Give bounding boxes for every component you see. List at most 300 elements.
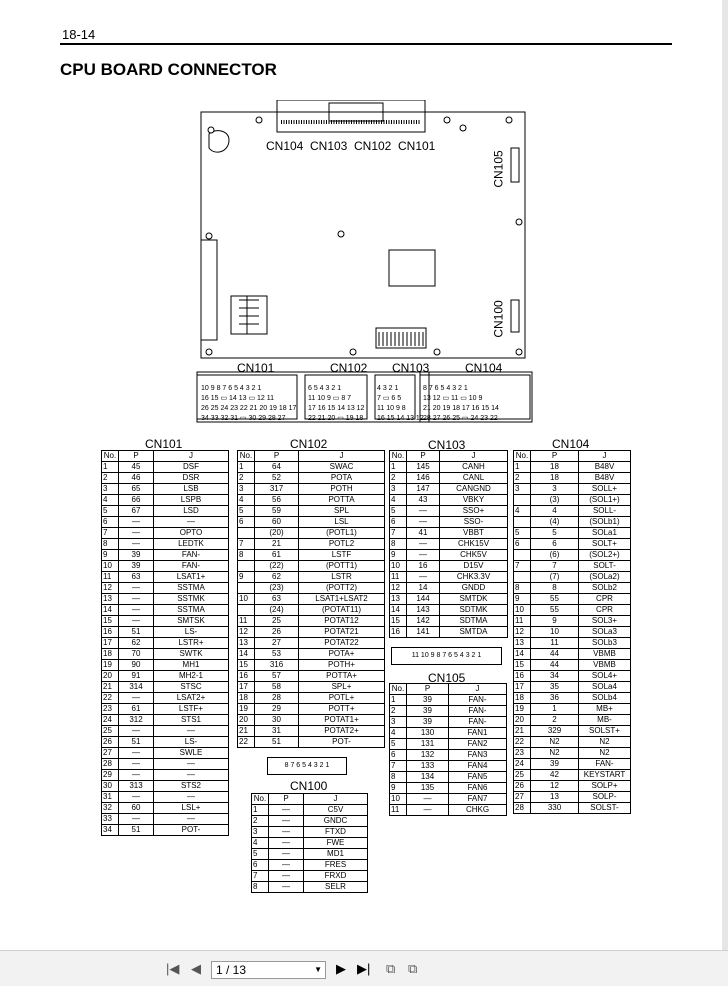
svg-text:22 21 20 ▭ 19 18: 22 21 20 ▭ 19 18 xyxy=(308,415,364,422)
pin-p: 57 xyxy=(255,671,299,682)
pin-number: 20 xyxy=(102,671,119,682)
pin-number: 4 xyxy=(102,495,119,506)
column-header: J xyxy=(449,684,507,695)
pin-j: FWE xyxy=(304,838,368,849)
table-row xyxy=(238,627,385,638)
pin-j: LSL xyxy=(299,517,385,528)
pin-p: 9 xyxy=(531,616,579,627)
pin-p: — xyxy=(407,517,440,528)
pin-p: 6 xyxy=(531,539,579,550)
svg-text:13 12 ▭ 11 ▭ 10 9: 13 12 ▭ 11 ▭ 10 9 xyxy=(423,395,483,402)
table-row xyxy=(514,781,631,792)
pin-j: FAN4 xyxy=(449,761,507,772)
page-number: 18-14 xyxy=(62,27,96,42)
column-header: P xyxy=(407,684,449,695)
pin-p: — xyxy=(119,759,154,770)
pin-number: 15 xyxy=(102,616,119,627)
pin-p: 147 xyxy=(407,484,440,495)
pin-j: (SOLa2) xyxy=(579,572,631,583)
table-row xyxy=(238,473,385,484)
pin-p: 44 xyxy=(531,649,579,660)
pin-number: 3 xyxy=(514,484,531,495)
table-row xyxy=(238,704,385,715)
table-row xyxy=(238,649,385,660)
pin-j: FAN6 xyxy=(449,783,507,794)
pin-number: 30 xyxy=(102,781,119,792)
table-row xyxy=(390,616,508,627)
table-row xyxy=(102,715,229,726)
pin-j: VBMB xyxy=(579,649,631,660)
table-row xyxy=(102,682,229,693)
table-row xyxy=(102,704,229,715)
column-header: J xyxy=(440,451,508,462)
table-row xyxy=(390,550,508,561)
pin-p: — xyxy=(269,805,304,816)
pin-number: 2 xyxy=(390,473,407,484)
table-row xyxy=(390,539,508,550)
pin-p: 67 xyxy=(119,506,154,517)
table-row xyxy=(238,616,385,627)
svg-text:8 7 6 5 4 3 2 1: 8 7 6 5 4 3 2 1 xyxy=(423,385,468,392)
pin-number: 1 xyxy=(252,805,269,816)
table-row xyxy=(252,860,368,871)
table-row xyxy=(390,772,507,783)
pin-p: — xyxy=(119,539,154,550)
pin-p: 66 xyxy=(119,495,154,506)
last-page-icon[interactable]: ▶| xyxy=(357,961,371,976)
pin-p: 52 xyxy=(255,473,299,484)
pin-j: VBMB xyxy=(579,660,631,671)
pin-j: SDTMA xyxy=(440,616,508,627)
table-row xyxy=(102,759,229,770)
pin-number: 11 xyxy=(514,616,531,627)
table-row xyxy=(514,649,631,660)
pin-j: SWAC xyxy=(299,462,385,473)
board-component xyxy=(231,296,267,334)
pin-p: 12 xyxy=(531,781,579,792)
chevron-down-icon: ▼ xyxy=(314,965,322,974)
cn100-connector xyxy=(511,300,519,332)
pin-p: — xyxy=(119,693,154,704)
pin-p: 36 xyxy=(531,693,579,704)
table-header-row xyxy=(514,451,631,462)
pin-number xyxy=(238,605,255,616)
table-row xyxy=(102,462,229,473)
pin-j: POTH+ xyxy=(299,660,385,671)
pin-p: 21 xyxy=(255,539,299,550)
pin-p: 18 xyxy=(531,473,579,484)
pin-p: 70 xyxy=(119,649,154,660)
two-page-view-icon[interactable]: ⧉ xyxy=(408,961,418,976)
table-row xyxy=(238,671,385,682)
pin-p: 27 xyxy=(255,638,299,649)
table-row xyxy=(514,770,631,781)
pin-j: SSTMA xyxy=(154,605,229,616)
pin-j: FAN- xyxy=(449,695,507,706)
vertical-scrollbar[interactable] xyxy=(722,0,728,950)
pin-j: LEDTK xyxy=(154,539,229,550)
pin-j: SOL3+ xyxy=(579,616,631,627)
pin-number: 17 xyxy=(102,638,119,649)
pin-number: 19 xyxy=(238,704,255,715)
pin-j: POTTA+ xyxy=(299,671,385,682)
column-header: P xyxy=(269,794,304,805)
table-row xyxy=(514,517,631,528)
pin-p: 60 xyxy=(255,517,299,528)
pin-number: 16 xyxy=(514,671,531,682)
pin-j: SOLT- xyxy=(579,561,631,572)
pin-number: 22 xyxy=(238,737,255,748)
table-row xyxy=(102,484,229,495)
pin-p: 330 xyxy=(531,803,579,814)
svg-text:17 16 15 14 13 12: 17 16 15 14 13 12 xyxy=(308,405,365,412)
table-row xyxy=(390,583,508,594)
table-row xyxy=(514,594,631,605)
table-row xyxy=(514,803,631,814)
pin-j: POTL+ xyxy=(299,693,385,704)
table-row xyxy=(102,781,229,792)
pin-number: 8 xyxy=(238,550,255,561)
pin-j: FAN7 xyxy=(449,794,507,805)
svg-text:28 27 26 25 ▭ 24 23 22: 28 27 26 25 ▭ 24 23 22 xyxy=(423,415,498,422)
cn101-pin-table xyxy=(101,450,229,836)
pin-p: 7 xyxy=(531,561,579,572)
pin-j: SSTMK xyxy=(154,594,229,605)
pin-number: 13 xyxy=(390,594,407,605)
pin-number: 34 xyxy=(102,825,119,836)
pin-j: SMTSK xyxy=(154,616,229,627)
table-row xyxy=(390,739,507,750)
pin-j: — xyxy=(154,726,229,737)
table-row xyxy=(390,717,507,728)
pin-j: SOLST- xyxy=(579,803,631,814)
pin-p: — xyxy=(119,814,154,825)
table-row xyxy=(514,583,631,594)
pin-j: (POTL1) xyxy=(299,528,385,539)
pin-p: 41 xyxy=(407,528,440,539)
pin-p: 316 xyxy=(255,660,299,671)
pin-number: 27 xyxy=(102,748,119,759)
table-row xyxy=(514,484,631,495)
table-row xyxy=(238,737,385,748)
pin-j: CANL xyxy=(440,473,508,484)
pin-number: 1 xyxy=(390,462,407,473)
pin-number: 2 xyxy=(238,473,255,484)
table-row xyxy=(252,816,368,827)
pin-number: 6 xyxy=(390,750,407,761)
table-row xyxy=(102,638,229,649)
svg-text:11 10 9 8: 11 10 9 8 xyxy=(377,405,406,412)
pin-j: LSTF xyxy=(299,550,385,561)
pin-number: 5 xyxy=(390,739,407,750)
table-row xyxy=(514,605,631,616)
strip-label-cn102: CN102 xyxy=(330,361,368,375)
table-row xyxy=(238,484,385,495)
pin-j: LS- xyxy=(154,627,229,638)
pin-number: 23 xyxy=(102,704,119,715)
table-row xyxy=(238,462,385,473)
pin-j: FAN- xyxy=(154,550,229,561)
pin-number: 9 xyxy=(514,594,531,605)
pin-j: SOLP- xyxy=(579,792,631,803)
pin-j: SOLb4 xyxy=(579,693,631,704)
pin-number xyxy=(238,561,255,572)
pin-p: — xyxy=(119,583,154,594)
pin-p: — xyxy=(269,871,304,882)
pin-j: FAN2 xyxy=(449,739,507,750)
pin-j: — xyxy=(154,814,229,825)
pin-p: 39 xyxy=(407,695,449,706)
table-row xyxy=(238,583,385,594)
pin-j: VBKY xyxy=(440,495,508,506)
table-row xyxy=(102,561,229,572)
table-row xyxy=(238,693,385,704)
table-row xyxy=(390,517,508,528)
pin-j: POTT+ xyxy=(299,704,385,715)
board-label-cn101: CN101 xyxy=(398,139,436,153)
page-selector[interactable] xyxy=(211,961,326,979)
prev-page-icon[interactable]: ◀ xyxy=(191,961,201,976)
first-page-icon[interactable]: |◀ xyxy=(166,961,180,976)
pin-p: — xyxy=(119,726,154,737)
table-row xyxy=(390,627,508,638)
pin-p: 130 xyxy=(407,728,449,739)
column-header: J xyxy=(579,451,631,462)
pin-number xyxy=(514,550,531,561)
pin-p: 146 xyxy=(407,473,440,484)
pin-j: SPL+ xyxy=(299,682,385,693)
table-row xyxy=(514,693,631,704)
pin-j: (SOLb1) xyxy=(579,517,631,528)
table-row xyxy=(514,715,631,726)
pin-number: 8 xyxy=(252,882,269,893)
pin-number: 7 xyxy=(390,528,407,539)
pin-number: 10 xyxy=(514,605,531,616)
pin-number: 11 xyxy=(102,572,119,583)
pin-j: FRES xyxy=(304,860,368,871)
pin-p: 29 xyxy=(255,704,299,715)
table-row xyxy=(390,695,507,706)
svg-text:11 10 9 ▭ 8 7: 11 10 9 ▭ 8 7 xyxy=(308,395,352,402)
pin-j: GNDC xyxy=(304,816,368,827)
table-row xyxy=(102,748,229,759)
pin-p: — xyxy=(407,572,440,583)
pin-p: (7) xyxy=(531,572,579,583)
pin-p: 142 xyxy=(407,616,440,627)
pin-number: 32 xyxy=(102,803,119,814)
pin-number: 3 xyxy=(102,484,119,495)
table-row xyxy=(238,528,385,539)
pin-j: POTAT21 xyxy=(299,627,385,638)
svg-text:7 ▭ 6 5: 7 ▭ 6 5 xyxy=(377,395,402,402)
table-row xyxy=(102,539,229,550)
pin-number: 8 xyxy=(102,539,119,550)
pin-p: 317 xyxy=(255,484,299,495)
pin-number: 7 xyxy=(390,761,407,772)
table-row xyxy=(514,506,631,517)
pin-j: (POTT2) xyxy=(299,583,385,594)
pin-number: 28 xyxy=(514,803,531,814)
pin-p: 314 xyxy=(119,682,154,693)
pin-j: POT- xyxy=(299,737,385,748)
table-row xyxy=(102,594,229,605)
table-row xyxy=(238,715,385,726)
pin-number: 9 xyxy=(390,783,407,794)
pin-j: SPL xyxy=(299,506,385,517)
pin-j: LSB xyxy=(154,484,229,495)
table-row xyxy=(390,706,507,717)
column-header: J xyxy=(154,451,229,462)
pin-p: 91 xyxy=(119,671,154,682)
column-header: No. xyxy=(514,451,531,462)
table-row xyxy=(102,660,229,671)
pin-j: — xyxy=(154,770,229,781)
pin-number: 1 xyxy=(514,462,531,473)
pin-p: 131 xyxy=(407,739,449,750)
svg-text:16 15 14 13 12: 16 15 14 13 12 xyxy=(377,415,424,422)
table-row xyxy=(102,517,229,528)
column-header: P xyxy=(255,451,299,462)
pin-number: 29 xyxy=(102,770,119,781)
pin-number: 16 xyxy=(238,671,255,682)
pin-number: 6 xyxy=(390,517,407,528)
pin-p: 39 xyxy=(531,759,579,770)
table-row xyxy=(238,594,385,605)
table-row xyxy=(238,660,385,671)
table-row xyxy=(514,726,631,737)
pin-number: 17 xyxy=(514,682,531,693)
pin-p: 63 xyxy=(255,594,299,605)
column-header: No. xyxy=(238,451,255,462)
pin-j: FAN3 xyxy=(449,750,507,761)
table-row xyxy=(102,737,229,748)
pin-j: SOLa4 xyxy=(579,682,631,693)
pin-p: 30 xyxy=(255,715,299,726)
header-rule xyxy=(60,43,672,45)
next-page-icon[interactable]: ▶ xyxy=(336,961,346,976)
pin-j: LS- xyxy=(154,737,229,748)
table-header-row xyxy=(102,451,229,462)
pin-p: — xyxy=(119,594,154,605)
table-row xyxy=(390,605,508,616)
svg-text:6 5 4 3 2 1: 6 5 4 3 2 1 xyxy=(308,385,342,392)
pin-j: POTAT12 xyxy=(299,616,385,627)
pin-p: 2 xyxy=(531,715,579,726)
pin-p: 133 xyxy=(407,761,449,772)
board-label-cn102: CN102 xyxy=(354,139,392,153)
pin-p: 135 xyxy=(407,783,449,794)
column-header: P xyxy=(531,451,579,462)
pin-j: POTL2 xyxy=(299,539,385,550)
pin-number: 27 xyxy=(514,792,531,803)
pin-j: SOLa1 xyxy=(579,528,631,539)
pin-p: 141 xyxy=(407,627,440,638)
pin-j: POTAT1+ xyxy=(299,715,385,726)
pin-number: 20 xyxy=(238,715,255,726)
cn104-title: CN104 xyxy=(552,437,590,451)
pin-j: LSTF+ xyxy=(154,704,229,715)
pin-number: 3 xyxy=(238,484,255,495)
table-row xyxy=(102,616,229,627)
pin-p: — xyxy=(269,860,304,871)
table-row xyxy=(102,792,229,803)
cn102-pin-table xyxy=(237,450,385,748)
pin-number: 24 xyxy=(514,759,531,770)
pin-p: 39 xyxy=(407,706,449,717)
pin-p: 44 xyxy=(531,660,579,671)
pin-j: FRXD xyxy=(304,871,368,882)
pin-p: 25 xyxy=(255,616,299,627)
column-header: J xyxy=(304,794,368,805)
table-row xyxy=(514,561,631,572)
table-row xyxy=(514,495,631,506)
pin-number: 22 xyxy=(102,693,119,704)
pin-p: 13 xyxy=(531,792,579,803)
pin-j: FTXD xyxy=(304,827,368,838)
strip-label-cn101: CN101 xyxy=(237,361,275,375)
pin-number: 18 xyxy=(514,693,531,704)
column-header: P xyxy=(407,451,440,462)
pin-number: 5 xyxy=(514,528,531,539)
pin-p: — xyxy=(119,616,154,627)
table-row xyxy=(514,704,631,715)
table-row xyxy=(514,528,631,539)
table-row xyxy=(514,550,631,561)
pin-j: CANGND xyxy=(440,484,508,495)
pin-p: (4) xyxy=(531,517,579,528)
pin-number xyxy=(238,583,255,594)
single-page-view-icon[interactable]: ⧉ xyxy=(386,961,396,976)
pin-j: SOLST+ xyxy=(579,726,631,737)
table-row xyxy=(390,783,507,794)
pin-j: SOLP+ xyxy=(579,781,631,792)
pin-p: N2 xyxy=(531,737,579,748)
table-header-row xyxy=(252,794,368,805)
pin-p: (6) xyxy=(531,550,579,561)
pin-j: LSL+ xyxy=(154,803,229,814)
pin-p: 62 xyxy=(255,572,299,583)
top-connector-block xyxy=(277,100,425,132)
pin-p: 63 xyxy=(119,572,154,583)
table-row xyxy=(102,693,229,704)
pin-p: — xyxy=(407,539,440,550)
pin-number: 9 xyxy=(238,572,255,583)
pin-number: 12 xyxy=(238,627,255,638)
cn100-connector-face: 8 7 6 5 4 3 2 1 xyxy=(267,757,347,775)
pin-p: 1 xyxy=(531,704,579,715)
table-row xyxy=(514,638,631,649)
pin-number: 2 xyxy=(252,816,269,827)
pin-number: 19 xyxy=(102,660,119,671)
table-row xyxy=(514,462,631,473)
table-row xyxy=(238,682,385,693)
pin-j: GNDD xyxy=(440,583,508,594)
pin-p: — xyxy=(269,816,304,827)
pin-p: 58 xyxy=(255,682,299,693)
pin-p: 132 xyxy=(407,750,449,761)
table-row xyxy=(252,838,368,849)
pin-j: MB+ xyxy=(579,704,631,715)
pin-j: CHKG xyxy=(449,805,507,816)
table-header-row xyxy=(238,451,385,462)
table-row xyxy=(102,770,229,781)
pin-p: N2 xyxy=(531,748,579,759)
table-header-row xyxy=(390,451,508,462)
pin-p: 11 xyxy=(531,638,579,649)
pin-number: 22 xyxy=(514,737,531,748)
table-row xyxy=(102,649,229,660)
pin-j: MH2-1 xyxy=(154,671,229,682)
